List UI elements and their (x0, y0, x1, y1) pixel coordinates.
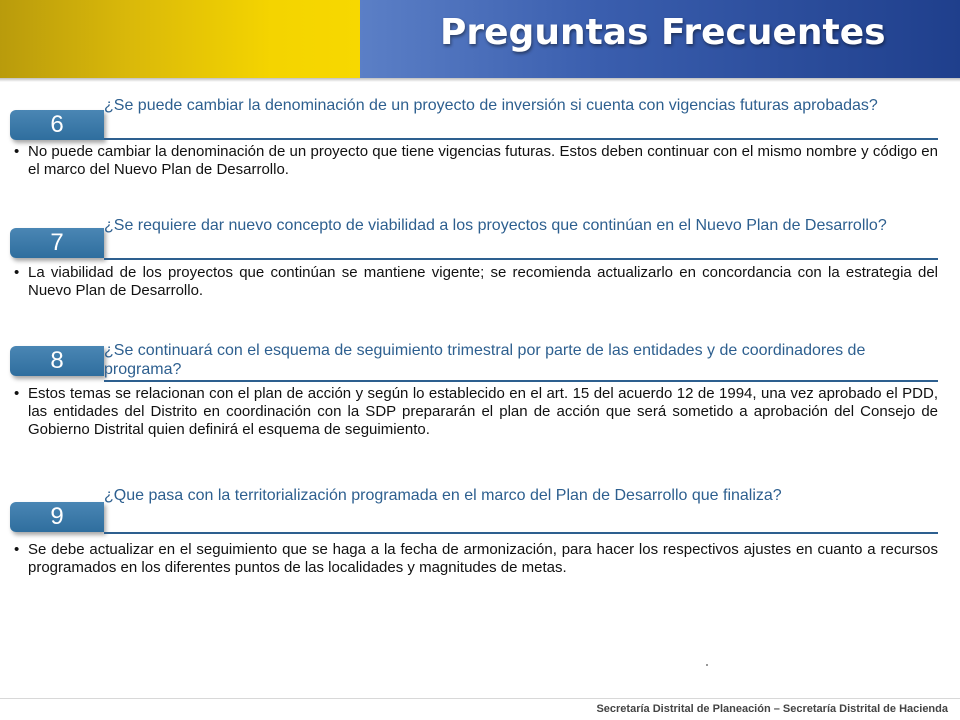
faq-number-badge: 7 (10, 228, 104, 258)
faq-answer-text: Estos temas se relacionan con el plan de acción y según lo establecido en el art. 15 del acuerdo 12 de 1994, una vez aprobado el PDD, las entidades del Distrito en coordinación con la SDP prepararán el plan de acción que será sometido a aprobación del Consejo de Gobierno Distrital quien definirá el esquema de seguimiento. (28, 385, 938, 438)
faq-number-badge: 9 (10, 502, 104, 532)
page-title: Preguntas Frecuentes (440, 12, 886, 53)
bullet-marker: • (14, 143, 20, 160)
footer-text: Secretaría Distrital de Planeación – Secretaría Distrital de Hacienda (596, 703, 948, 715)
faq-answer-text: No puede cambiar la denominación de un proyecto que tiene vigencias futuras. Estos deben continuar con el mismo nombre y código en el marco del Nuevo Plan de Desarrollo. (28, 143, 938, 178)
bullet-marker: • (14, 264, 20, 281)
stray-dot (706, 664, 708, 666)
footer-divider (0, 698, 960, 699)
faq-answer (14, 264, 938, 300)
faq-question: ¿Se requiere dar nuevo concepto de viabilidad a los proyectos que continúan en el Nuevo Plan de Desarrollo? (104, 217, 887, 234)
faq-answer-text: Se debe actualizar en el seguimiento que se haga a la fecha de armonización, para hacer los respectivos ajustes en cuanto a recursos programados en los diferentes puntos de las localidades y magnitudes de metas. (28, 541, 938, 576)
question-divider (104, 380, 938, 382)
faq-answer-text: La viabilidad de los proyectos que continúan se mantiene vigente; se recomienda actualizarlo en concordancia con la estrategia del Nuevo Plan de Desarrollo. (28, 264, 938, 299)
faq-question: ¿Que pasa con la territorialización programada en el marco del Plan de Desarrollo que finaliza? (104, 487, 782, 504)
faq-number-badge: 8 (10, 346, 104, 376)
bullet-marker: • (14, 541, 20, 558)
faq-answer (14, 143, 938, 179)
faq-answer (14, 541, 938, 577)
bullet-marker: • (14, 385, 20, 402)
faq-answer (14, 385, 938, 439)
faq-question: ¿Se continuará con el esquema de seguimiento trimestral por parte de las entidades y de coordinadores de programa? (104, 342, 866, 378)
question-divider (104, 138, 938, 140)
question-divider (104, 532, 938, 534)
question-divider (104, 258, 938, 260)
faq-number-badge: 6 (10, 110, 104, 140)
header-gold-band (0, 0, 362, 78)
header-shadow (0, 78, 960, 82)
faq-question: ¿Se puede cambiar la denominación de un proyecto de inversión si cuenta con vigencias futuras aprobadas? (104, 97, 878, 114)
